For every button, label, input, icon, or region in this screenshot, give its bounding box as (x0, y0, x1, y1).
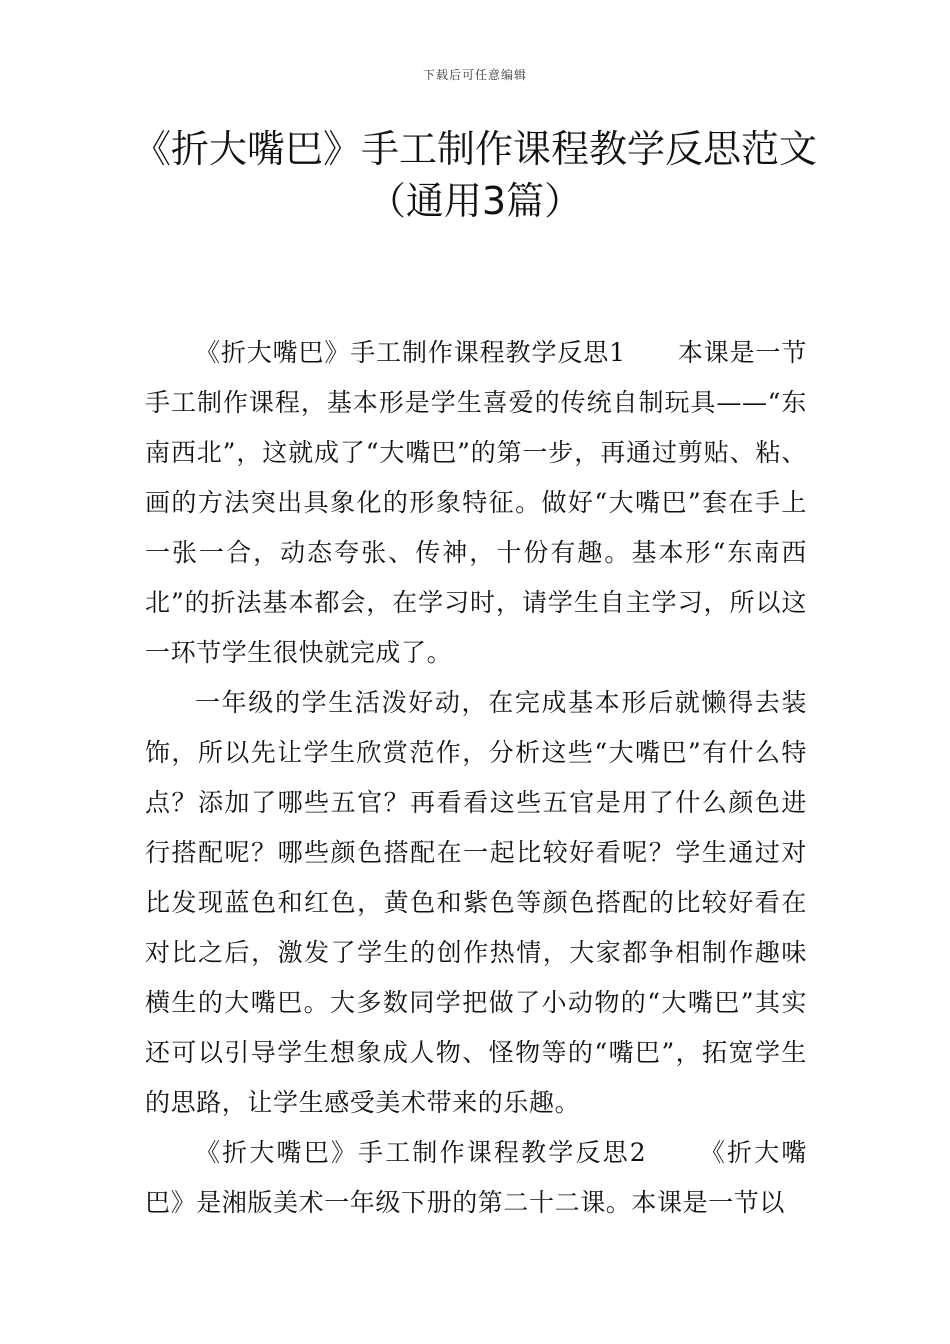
paragraph-2-text: 一年级的学生活泼好动，在完成基本形后就懒得去装饰，所以先让学生欣赏范作，分析这些“大嘴巴”有什么特点？添加了哪些五官？再看看这些五官是用了什么颜色进行搭配呢？哪些颜色搭配在一起比较好看呢？学生通过对比发现蓝色和红色，黄色和紫色等颜色搭配的比较好看在对比之后，激发了学生的创作热情，大家都争相制作趣味横生的大嘴巴。大多数同学把做了小动物的“大嘴巴”其实还可以引导学生想象成人物、怪物等的“嘴巴”，拓宽学生的思路，让学生感受美术带来的乐趣。 (145, 688, 807, 1117)
paragraph-1-text: 本课是一节手工制作课程，基本形是学生喜爱的传统自制玩具——“东南西北”，这就成了“大嘴巴”的第一步，再通过剪贴、粘、画的方法突出具象化的形象特征。做好“大嘴巴”套在手上一张一合，动态夸张、传神，十份有趣。基本形“东南西北”的折法基本都会，在学习时，请学生自主学习，所以这一环节学生很快就完成了。 (145, 338, 807, 667)
title-line-1: 《折大嘴巴》手工制作课程教学反思范文 (132, 127, 817, 171)
header-note: 下载后可任意编辑 (422, 68, 527, 82)
paragraph-1 (145, 328, 807, 678)
paragraph-3 (145, 1128, 807, 1228)
section-heading-2: 《折大嘴巴》手工制作课程教学反思2 (195, 1138, 647, 1167)
document-title (40, 123, 910, 227)
title-line-2: （通用3篇） (367, 179, 583, 223)
paragraph-3-text: 《折大嘴巴》是湘版美术一年级下册的第二十二课。本课是一节以 (145, 1138, 807, 1217)
section-heading-1: 《折大嘴巴》手工制作课程教学反思1 (195, 338, 626, 367)
paragraph-2 (145, 678, 807, 1128)
document-body (145, 328, 807, 1228)
